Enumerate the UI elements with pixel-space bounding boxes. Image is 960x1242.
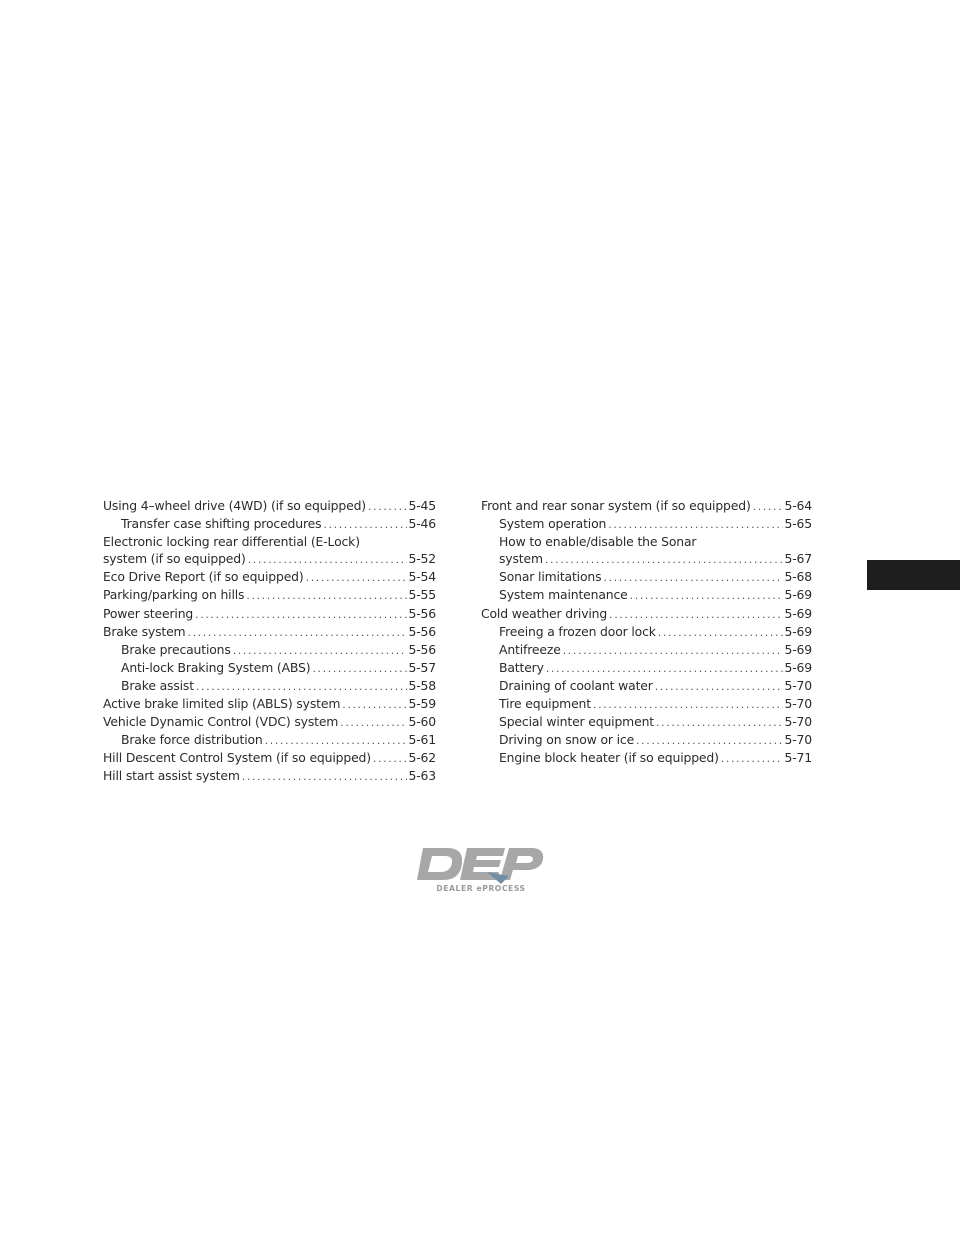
toc-subentry[interactable]	[103, 659, 436, 677]
toc-entry-title: Active brake limited slip (ABLS) system	[103, 696, 341, 712]
toc-dot-leader	[233, 642, 408, 659]
toc-entry-title: Battery	[499, 659, 544, 675]
toc-entry-page: 5-52	[408, 551, 436, 567]
toc-entry[interactable]	[103, 497, 436, 515]
toc-entry-page: 5-69	[784, 587, 812, 603]
toc-entry-page: 5-67	[784, 551, 812, 567]
toc-entry[interactable]	[103, 605, 436, 623]
toc-subentry[interactable]	[481, 677, 812, 695]
toc-entry-title: Cold weather driving	[481, 605, 608, 621]
dep-logo-mark	[417, 848, 543, 880]
toc-entry-title: System operation	[499, 516, 607, 532]
toc-dot-leader	[195, 606, 407, 623]
toc-entry-page: 5-69	[784, 623, 812, 639]
toc-dot-leader	[721, 750, 784, 767]
toc-entry-title: Hill Descent Control System (if so equipped)	[103, 750, 371, 766]
toc-entry-title: Using 4–wheel drive (4WD) (if so equipped)	[103, 498, 366, 513]
toc-dot-leader	[636, 732, 783, 749]
toc-subentry[interactable]	[103, 677, 436, 695]
toc-entry-page: 5-56	[408, 623, 436, 639]
toc-entry-title: Draining of coolant water	[499, 677, 653, 693]
toc-dot-leader	[658, 624, 784, 641]
toc-subentry[interactable]	[103, 515, 436, 533]
toc-entry[interactable]	[103, 550, 436, 568]
toc-entry-title-line1[interactable]: How to enable/disable the Sonar	[499, 534, 697, 550]
toc-subentry[interactable]	[103, 731, 436, 749]
toc-entry-title: Driving on snow or ice	[499, 732, 635, 748]
toc-subentry[interactable]	[481, 623, 812, 641]
toc-entry-title: Freeing a frozen door lock	[499, 623, 656, 639]
toc-entry-page: 5-69	[784, 641, 812, 657]
toc-dot-leader	[246, 587, 407, 604]
toc-entry-title: system	[499, 551, 543, 567]
toc-entry-page: 5-55	[408, 587, 436, 603]
toc-dot-leader	[323, 516, 407, 533]
toc-dot-leader	[306, 569, 408, 586]
toc-entry-title: Brake assist	[121, 677, 194, 693]
toc-entry-title: Engine block heater (if so equipped)	[499, 750, 719, 766]
logo-caption: DEALER ePROCESS	[436, 884, 526, 893]
toc-entry-title: Sonar limitations	[499, 569, 602, 585]
toc-subentry[interactable]	[481, 515, 812, 533]
toc-entry-title: Transfer case shifting procedures	[121, 516, 322, 532]
toc-entry-page: 5-70	[784, 677, 812, 693]
toc-left-column	[103, 497, 436, 786]
toc-entry[interactable]	[103, 623, 436, 641]
toc-dot-leader	[630, 587, 784, 604]
toc-dot-leader	[753, 498, 784, 515]
toc-entry-title: Eco Drive Report (if so equipped)	[103, 569, 304, 585]
toc-dot-leader	[368, 498, 407, 515]
toc-entry-page: 5-70	[784, 696, 812, 712]
toc-entry[interactable]	[481, 497, 812, 515]
toc-entry-page: 5-71	[784, 750, 812, 766]
toc-entry-page: 5-64	[784, 498, 812, 513]
toc-subentry[interactable]	[481, 586, 812, 604]
toc-entry-page: 5-61	[408, 732, 436, 748]
toc-entry-page: 5-56	[408, 641, 436, 657]
toc-right-column	[481, 497, 812, 767]
toc-entry[interactable]	[103, 586, 436, 604]
toc-entry[interactable]	[103, 767, 436, 785]
toc-entry-page: 5-69	[784, 605, 812, 621]
toc-entry-title: Power steering	[103, 605, 194, 621]
toc-entry-title: Brake force distribution	[121, 732, 263, 748]
toc-dot-leader	[563, 642, 784, 659]
toc-entry-page: 5-70	[784, 714, 812, 730]
toc-subentry[interactable]	[481, 749, 812, 767]
toc-entry-page: 5-70	[784, 732, 812, 748]
toc-entry-title: Parking/parking on hills	[103, 587, 245, 603]
toc-entry-title: System maintenance	[499, 587, 628, 603]
toc-dot-leader	[248, 551, 408, 568]
toc-entry-title: Front and rear sonar system (if so equipped)	[481, 498, 751, 513]
toc-entry-title: Hill start assist system	[103, 768, 240, 784]
toc-entry-page: 5-65	[784, 516, 812, 532]
toc-subentry[interactable]	[481, 550, 812, 568]
toc-subentry[interactable]	[481, 568, 812, 586]
toc-entry[interactable]	[481, 605, 812, 623]
toc-subentry[interactable]	[481, 731, 812, 749]
toc-dot-leader	[608, 516, 783, 533]
toc-entry-page: 5-60	[408, 714, 436, 730]
toc-subentry[interactable]	[103, 641, 436, 659]
toc-dot-leader	[340, 714, 407, 731]
toc-subentry[interactable]	[481, 659, 812, 677]
toc-entry-title: Vehicle Dynamic Control (VDC) system	[103, 714, 339, 730]
toc-entry-page: 5-58	[408, 677, 436, 693]
toc-dot-leader	[187, 624, 407, 641]
toc-entry-page: 5-68	[784, 569, 812, 585]
toc-entry-page: 5-57	[408, 659, 436, 675]
toc-entry[interactable]	[103, 713, 436, 731]
toc-dot-leader	[603, 569, 783, 586]
toc-entry-page: 5-59	[408, 696, 436, 712]
toc-entry[interactable]	[103, 749, 436, 767]
toc-entry[interactable]	[103, 695, 436, 713]
toc-entry-title: Special winter equipment	[499, 714, 654, 730]
toc-dot-leader	[342, 696, 407, 713]
toc-entry-title: Anti-lock Braking System (ABS)	[121, 659, 311, 675]
toc-dot-leader	[373, 750, 408, 767]
toc-entry-page: 5-56	[408, 605, 436, 621]
toc-entry-page: 5-69	[784, 659, 812, 675]
toc-dot-leader	[593, 696, 784, 713]
toc-entry-page: 5-45	[408, 498, 436, 513]
toc-dot-leader	[546, 660, 784, 677]
toc-subentry[interactable]	[481, 641, 812, 659]
toc-entry-title: Tire equipment	[499, 696, 591, 712]
toc-entry-page: 5-62	[408, 750, 436, 766]
toc-dot-leader	[656, 714, 783, 731]
toc-entry-page: 5-54	[408, 569, 436, 585]
toc-entry[interactable]	[103, 568, 436, 586]
toc-entry-title: Antifreeze	[499, 641, 561, 657]
chapter-side-tab	[867, 560, 960, 590]
toc-entry-title: Brake system	[103, 623, 186, 639]
toc-entry-title: Brake precautions	[121, 641, 231, 657]
toc-entry-page: 5-63	[408, 768, 436, 784]
toc-dot-leader	[265, 732, 408, 749]
toc-dot-leader	[545, 551, 784, 568]
toc-dot-leader	[312, 660, 407, 677]
toc-entry-title-line1[interactable]: Electronic locking rear differential (E-Lock)	[103, 534, 360, 550]
toc-subentry[interactable]	[481, 695, 812, 713]
toc-dot-leader	[242, 768, 408, 785]
toc-dot-leader	[196, 678, 408, 695]
toc-entry-title: system (if so equipped)	[103, 551, 246, 567]
toc-dot-leader	[609, 606, 783, 623]
toc-entry-page: 5-46	[408, 516, 436, 532]
toc-subentry[interactable]	[481, 713, 812, 731]
toc-dot-leader	[655, 678, 784, 695]
